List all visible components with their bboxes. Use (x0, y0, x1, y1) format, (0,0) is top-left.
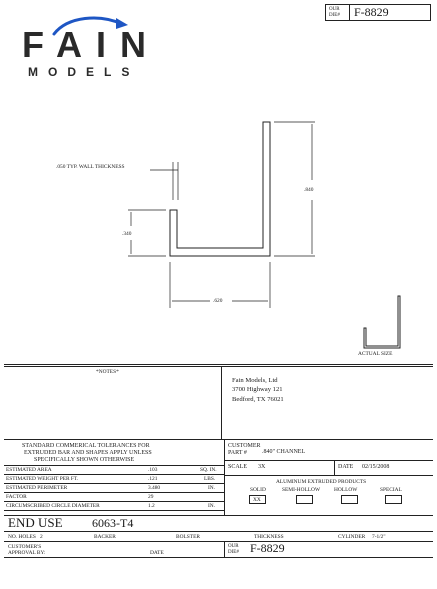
spec-value-factor: 29 (148, 494, 154, 500)
company-street: 3700 Highway 121 (232, 386, 283, 393)
footer-die-label: OUR DIE# (228, 544, 239, 555)
spec-value-weight: .121 (148, 476, 158, 482)
product-special-label: SPECIAL (380, 487, 402, 493)
date-value: 02/15/2008 (362, 464, 390, 470)
dimension-height-left: .340 (122, 231, 132, 237)
spec-label-weight: ESTIMATED WEIGHT PER FT. (6, 476, 79, 482)
spec-label-area: ESTIMATED AREA (6, 467, 52, 473)
product-hollow-checkbox[interactable] (341, 495, 358, 504)
die-label: OUR DIE# (329, 7, 340, 18)
spec-value-perimeter: 3.480 (148, 485, 161, 491)
dimension-width-bottom: .620 (213, 298, 223, 304)
wall-thickness-note: .050 TYP. WALL THICKNESS (56, 164, 125, 170)
product-solid-checkbox[interactable] (249, 495, 266, 504)
actual-size-label: ACTUAL SIZE (358, 351, 393, 357)
company-city: Bedford, TX 76021 (232, 396, 284, 403)
die-number: F-8829 (354, 5, 389, 19)
spec-table (4, 465, 224, 510)
brand-logo (22, 14, 172, 80)
end-use-label: END USE (8, 515, 63, 530)
cylinder-value: 7-1/2" (372, 534, 386, 540)
customer-approval-label: CUSTOMER'S APPROVAL BY: (8, 544, 46, 556)
product-semi-hollow-checkbox[interactable] (296, 495, 313, 504)
spec-value-circle: 1.2 (148, 503, 155, 509)
approval-date-label: DATE (150, 550, 164, 556)
date-label: DATE (338, 464, 354, 470)
spec-unit-area: SQ. IN. (200, 467, 217, 473)
scale-label: SCALE (228, 464, 248, 470)
solid-check-mark: XX (253, 497, 261, 503)
company-name: Fain Models, Ltd (232, 377, 278, 384)
spec-label-perimeter: ESTIMATED PERIMETER (6, 485, 68, 491)
holes-value: 2 (40, 534, 43, 540)
part-label: PART # (228, 450, 247, 456)
customer-label: CUSTOMER (228, 443, 261, 449)
spec-unit-circle: IN. (208, 503, 216, 509)
product-semi-hollow-label: SEMI-HOLLOW (282, 487, 321, 493)
products-title: ALUMINUM EXTRUDED PRODUCTS (276, 479, 367, 485)
product-hollow-label: HOLLOW (334, 487, 358, 493)
product-solid-label: SOLID (250, 487, 266, 493)
bolster-label: BOLSTER (176, 534, 200, 540)
notes-title: *NOTES* (96, 369, 119, 375)
brand-name: FAIN (22, 24, 161, 65)
spec-label-factor: FACTOR (6, 494, 27, 500)
spec-unit-perimeter: IN. (208, 485, 216, 491)
spec-label-circle: CIRCUMSCRIBED CIRCLE DIAMETER (6, 503, 100, 509)
scale-value: 3X (258, 464, 266, 470)
footer-die-number: F-8829 (250, 541, 285, 555)
spec-unit-weight: LBS. (204, 476, 216, 482)
cylinder-label: CYLINDER (338, 534, 366, 540)
thickness-label: THICKNESS (254, 534, 284, 540)
backer-label: BACKER (94, 534, 116, 540)
die-number-box (325, 4, 431, 21)
product-special-checkbox[interactable] (385, 495, 402, 504)
tolerance-line-2: EXTRUDED BAR AND SHAPES APPLY UNLESS (24, 450, 152, 456)
tolerance-line-3: SPECIFICALLY SHOWN OTHERWISE (34, 457, 135, 463)
part-value: .840" CHANNEL (262, 449, 306, 455)
dimension-height-right: .840 (304, 187, 314, 193)
channel-profile-drawing (0, 100, 437, 360)
holes-label: NO. HOLES (8, 534, 36, 540)
tolerance-line-1: STANDARD COMMERICAL TOLERANCES FOR (22, 443, 150, 449)
spec-value-area: .103 (148, 467, 158, 473)
brand-subtitle: MODELS (28, 65, 140, 79)
alloy-value: 6063-T4 (92, 516, 134, 530)
